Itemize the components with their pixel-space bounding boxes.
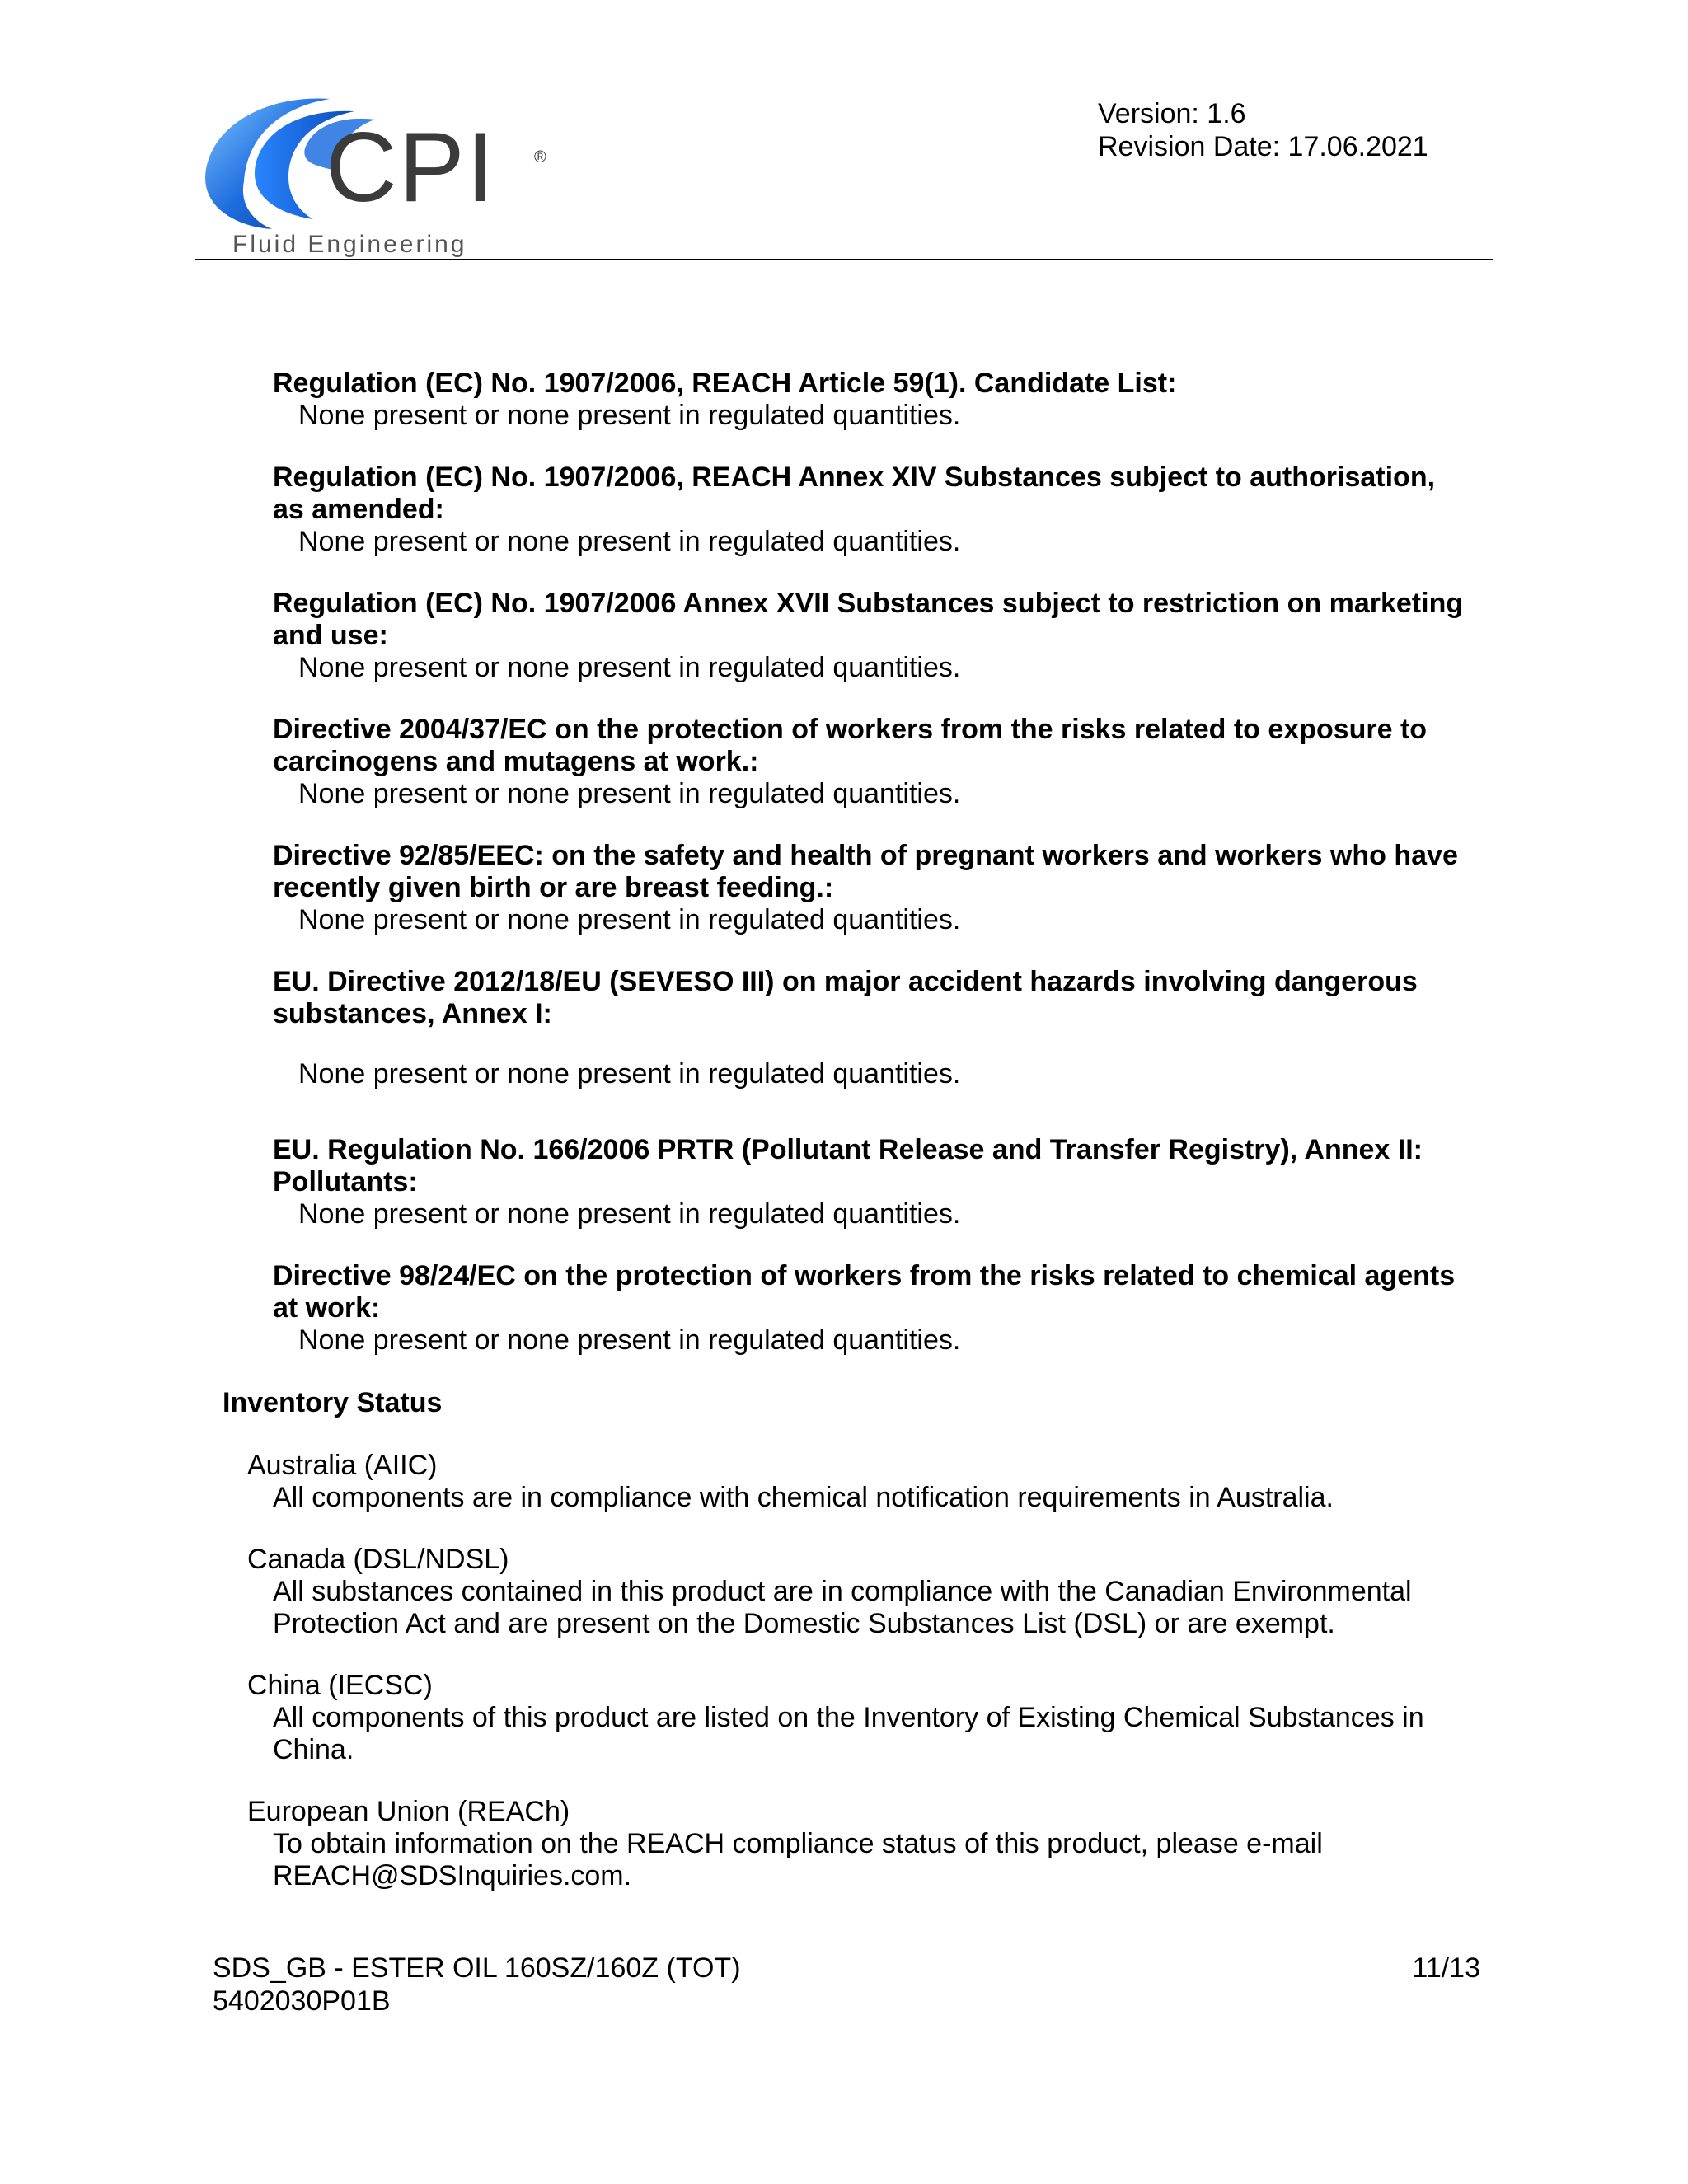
regulation-text: None present or none present in regulated quantities. — [298, 400, 961, 431]
version-label: Version: 1.6 — [1098, 98, 1246, 129]
regulation-block — [273, 1260, 1472, 1357]
inventory-text: To obtain information on the REACH compliance status of this product, please e-mail REACH@SDSInquiries.com. — [273, 1828, 1323, 1891]
logo-caption: Fluid Engineering — [232, 231, 467, 258]
inventory-name: Australia (AIIC) — [247, 1450, 438, 1481]
inventory-item — [247, 1670, 1442, 1766]
inventory-item — [247, 1796, 1442, 1892]
regulation-block — [273, 966, 1472, 1090]
inventory-item — [247, 1544, 1442, 1640]
registered-mark: ® — [534, 148, 546, 166]
regulation-block — [273, 588, 1472, 684]
regulation-title: Directive 98/24/EC on the protection of workers from the risks related to chemical agents at work: — [273, 1260, 1456, 1324]
regulation-text: None present or none present in regulated quantities. — [298, 652, 961, 683]
regulation-title: Directive 2004/37/EC on the protection of workers from the risks related to exposure to carcinogens and mutagens at work.: — [273, 714, 1428, 777]
regulation-title: Regulation (EC) No. 1907/2006, REACH Article 59(1). Candidate List: — [273, 368, 1177, 399]
inventory-status-heading: Inventory Status — [223, 1387, 443, 1418]
regulation-title: Directive 92/85/EEC: on the safety and health of pregnant workers and workers who have recently given birth or are breast feeding.: — [273, 840, 1458, 903]
footer-page-number: 11/13 — [1412, 1952, 1480, 1984]
inventory-item — [247, 1450, 1442, 1514]
inventory-name: China (IECSC) — [247, 1670, 433, 1701]
cpi-logo — [190, 91, 569, 260]
regulation-block — [273, 462, 1472, 558]
regulation-title: EU. Regulation No. 166/2006 PRTR (Pollutant Release and Transfer Registry), Annex II: Pollutants: — [273, 1134, 1423, 1197]
document-meta — [1098, 97, 1428, 163]
regulation-text: None present or none present in regulated quantities. — [298, 1324, 961, 1356]
regulation-text: None present or none present in regulated quantities. — [298, 778, 961, 809]
inventory-text: All components of this product are listed on the Inventory of Existing Chemical Substances in China. — [273, 1702, 1424, 1765]
regulation-block — [273, 1134, 1472, 1230]
footer-document-info — [213, 1952, 741, 2018]
regulation-block — [273, 714, 1472, 810]
regulation-block — [273, 840, 1472, 936]
regulation-title: Regulation (EC) No. 1907/2006 Annex XVII Substances subject to restriction on marketing and use: — [273, 588, 1464, 651]
regulation-title: Regulation (EC) No. 1907/2006, REACH Annex XIV Substances subject to authorisation, as amended: — [273, 462, 1436, 525]
header-divider — [195, 259, 1493, 260]
regulation-text: None present or none present in regulated quantities. — [298, 904, 961, 935]
footer-doc-name: SDS_GB - ESTER OIL 160SZ/160Z (TOT) — [213, 1952, 741, 1984]
logo-wordmark: CPI — [326, 112, 496, 223]
inventory-name: European Union (REACh) — [247, 1796, 570, 1827]
revision-date-label: Revision Date: 17.06.2021 — [1098, 131, 1428, 162]
regulation-text: None present or none present in regulated quantities. — [298, 1198, 961, 1230]
inventory-name: Canada (DSL/NDSL) — [247, 1544, 509, 1575]
regulation-title: EU. Directive 2012/18/EU (SEVESO III) on major accident hazards involving dangerous substances, Annex I: — [273, 966, 1418, 1029]
regulation-block — [273, 368, 1472, 432]
inventory-text: All components are in compliance with chemical notification requirements in Australia. — [273, 1482, 1334, 1513]
footer-doc-code: 5402030P01B — [213, 1985, 391, 2017]
inventory-text: All substances contained in this product are in compliance with the Canadian Environmental Protection Act and are present on the Domestic Substances List (DSL) or are exempt. — [273, 1576, 1412, 1639]
regulation-text: None present or none present in regulated quantities. — [298, 1058, 961, 1090]
regulation-text: None present or none present in regulated quantities. — [298, 526, 961, 557]
